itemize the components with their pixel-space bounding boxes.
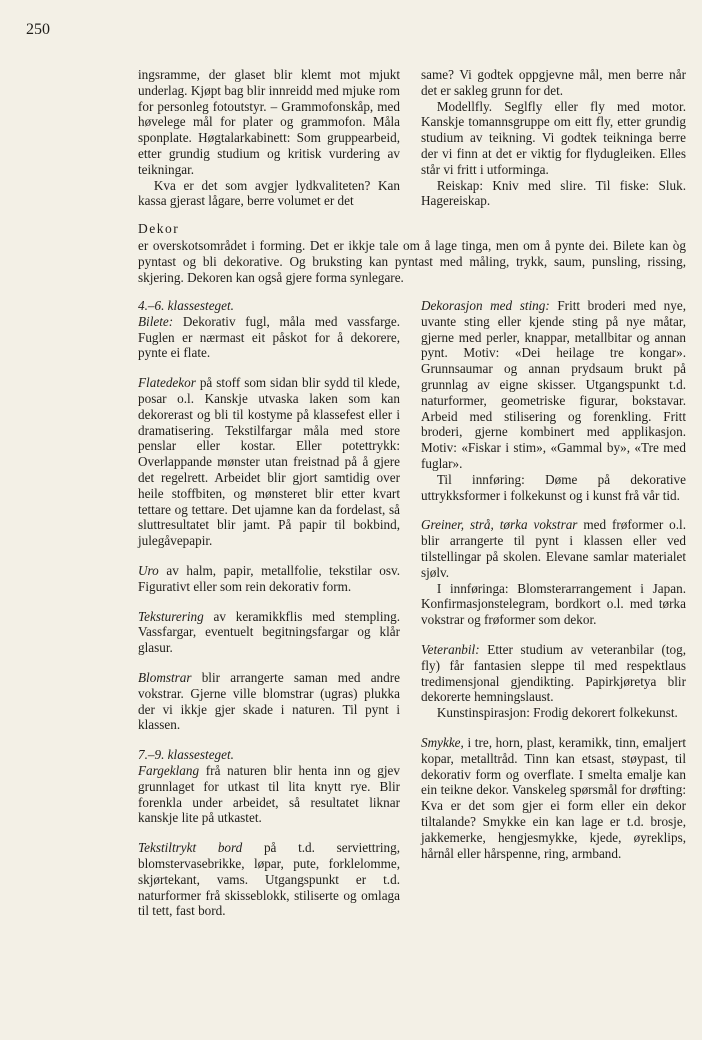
paragraph [138,763,400,826]
paragraph [421,517,686,580]
paragraph: I innføringa: Blomsterarrangement i Japan. Konfirmasjonstelegram, bordkort o.l. med tørka vokstrar og frøformer som dekor. [421,580,686,628]
item-label: Tekstiltrykt bord [138,840,243,856]
paragraph [138,609,400,656]
item-text: av keramikkflis med stempling. Vassfargar, eventuelt begitningsfargar og klår glasur. [138,608,400,656]
left-column [138,298,400,919]
item-text: Dekorativ fugl, måla med vassfarge. Fuglen er nærmast eit påskot for å dekorere, pynte ei flate. [138,313,400,361]
paragraph: Kva er det som avgjer lydkvaliteten? Kan kassa gjerast lågare, berre volumet er det [138,177,400,209]
grade-heading [138,298,400,314]
item-label: 7.–9. klassesteget. [138,747,234,763]
item-text: med frøformer o.l. blir arrangerte til pynt i klassen eller ved tilstellingar på skolen. Elevane samlar materialet sjølv. [421,517,686,580]
paragraph: Reiskap: Kniv med slire. Til fiske: Sluk. Hagereiskap. [421,177,686,209]
item-label: Bilete: [138,313,174,329]
item-text: på t.d. serviettring, blomstervasebrikke, løpar, pute, forklelomme, skjørtekant, vams. Utgangspunkt er t.d. naturformer frå skisseblokk, stiliserte og omlaga til tett, fast bord. [138,840,401,919]
item-label: Uro [138,562,159,578]
paragraph [421,735,686,861]
item-text: Fritt broderi med nye, uvante sting eller kjende sting på nye måtar, gjerne med perler, knappar, metallbitar og annan pynt. Motiv: «Dei heilage tre kongar». Grunnsaumar og annan prydsaum brukt på grunnlag av eigne skisser. Utgangspunkt t.d. naturformer, geometriske figurar, bokstavar. Arbeid med stilisering og forenkling. Fritt broderi, gjerne kombinert med applikasjon. Motiv: «Fiskar i stim», «Gammal by», «Tre med fuglar». [421,298,686,471]
item-label: 4.–6. klassesteget. [138,298,234,313]
paragraph: er overskotsområdet i forming. Det er ikkje tale om å lage tinga, men om å pynte dei. Bilete kan òg pyntast og bli dekorative. Og bruksting kan pyntast med måling, trykk, saum, punsling, rissing, skjering. Dekoren kan også gjere forma synlegare. [138,238,686,285]
paragraph [138,563,400,595]
top-left-column [138,67,400,209]
item-text: av halm, papir, metallfolie, tekstilar osv. Figurativt eller som rein dekorativ form. [138,562,400,594]
item-label: Smykke, [421,734,464,750]
page-number: 250 [26,21,50,38]
item-label: Blomstrar [138,669,192,685]
paragraph [138,670,400,733]
paragraph [421,642,686,705]
item-text: Etter studium av veteranbilar (tog, fly) får fantasien sleppe til med respektlaus tredimensjonal gjendikting. Papirkjøretya blir dekorerte hemningslaust. [421,641,686,705]
item-label: Dekorasjon med sting: [421,298,550,313]
item-text: på stoff som sidan blir sydd til klede, posar o.l. Kanskje utvaska laken som kan dekorerast og bli til kostyme på klassefest eller i dramatisering. Tekstilfargar måla med store penslar eller kostar. Eller potettrykk: Overlappande mønster utan freistnad på å gjere det regelrett. Arbeidet blir gjort samtidig over heile stoffbiten, og mønsteret blir etter kvart tettare og tettare. Det ujamne kan da fordelast, så sluttresultatet blir jamt. På papir til bokbind, julegåvepapir. [138,375,400,549]
paragraph [421,298,686,472]
paragraph [138,375,400,549]
paragraph: ingsramme, der glaset blir klemt mot mjukt underlag. Kjøpt bag blir innreidd med mjuke rom for personleg fotoutstyr. – Grammofonskåp, med høvelege mål for plater og grammofon. Måla sponplate. Høgtalarkabinett: Som gruppearbeid, etter grundig studium og kritisk vurdering av teikningar. [138,67,400,177]
item-text: i tre, horn, plast, keramikk, tinn, emaljert kopar, metalltråd. Tinn kan etsast, støypast, til dekorativ form og overflate. I smelta emalje kan ein teikne dekor. Vanskeleg spørsmål for drøfting: Kva er det som gjer ei form eller ein dekor tiltalande? Smykke ein kan lage er t.d. brosje, jakkemerke, hengjesmykke, kjede, øyreklips, hårnål eller hårspenne, ring, armband. [421,734,686,861]
item-label: Fargeklang [138,762,200,778]
item-label: Greiner, strå, tørka vokstrar [421,517,578,533]
paragraph [138,840,400,919]
paragraph: same? Vi godtek oppgjevne mål, men berre når det er sakleg grunn for det. [421,67,686,98]
item-text: blir arrangerte saman med andre vokstrar. Gjerne ville blomstrar (ugras) plukka der vi ikkje gjer skade i naturen. Til pynt i klassen. [138,669,400,733]
paragraph: Kunstinspirasjon: Frodig dekorert folkekunst. [436,705,678,721]
paragraph: Modellfly. Seglfly eller fly med motor. Kanskje tomannsgruppe om eitt fly, etter grundig studium av teikning. Vi godtek teikninga berre der vi finn at det er viktig for flydugleiken. Elles står vi fritt i utforminga. [421,98,686,177]
section-heading: Dekor [138,221,180,236]
item-text: frå naturen blir henta inn og gjev grunnlaget for utkast til lita knytt rye. Blir forenkla under arbeidet, så resultatet liknar kanskje lite på utkastet. [138,762,400,826]
item-label: Teksturering [138,608,204,624]
item-label: Flatedekor [138,375,196,391]
top-right-column [421,67,686,209]
section-intro [138,238,686,285]
paragraph [138,314,400,361]
item-label: Veteranbil: [421,641,480,657]
paragraph: Til innføring: Døme på dekorative uttrykksformer i folkekunst og i kunst frå vår tid. [421,471,686,503]
grade-heading [138,747,400,763]
right-column [421,298,686,861]
